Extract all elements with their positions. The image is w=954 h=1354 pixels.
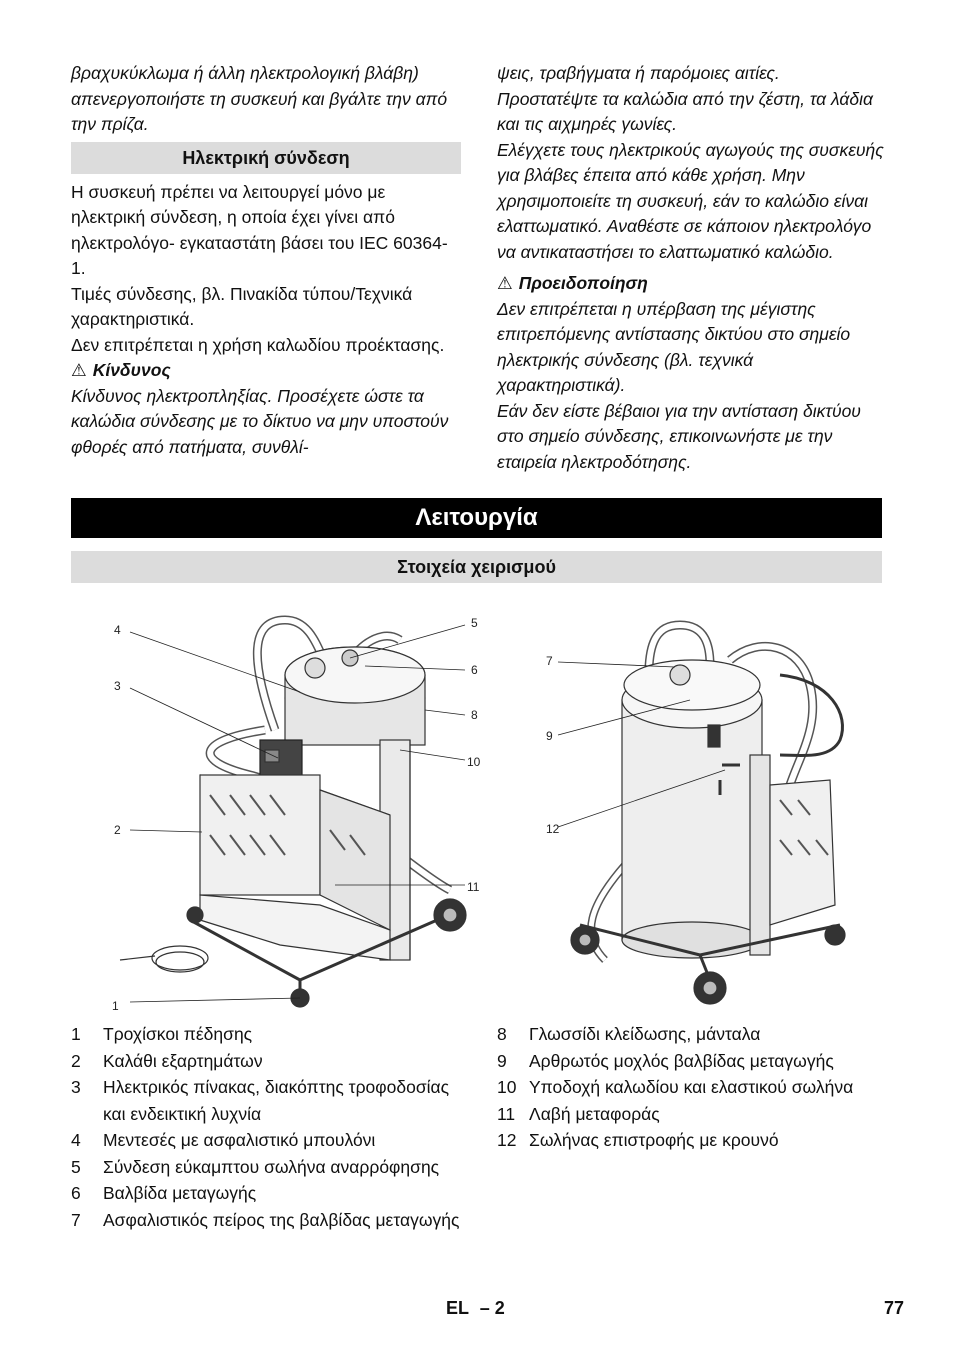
legend-right (497, 1021, 887, 1154)
right-figure-callouts (546, 654, 560, 836)
vacuum-figure-left (100, 600, 500, 1020)
footer-subpage: – 2 (479, 1298, 505, 1318)
legend-left (71, 1021, 461, 1233)
chapter-title: Λειτουργία (71, 498, 882, 538)
section-title-electrical: Ηλεκτρική σύνδεση (71, 142, 461, 174)
legend-item: 4 Μεντεσές με ασφαλιστικό μπουλόνι (71, 1130, 376, 1150)
footer-page-number: 77 (884, 1298, 905, 1318)
callout-4: 4 (114, 623, 121, 637)
callout-5: 5 (471, 616, 478, 630)
right-text-1: ψεις, τραβήγματα ή παρόμοιες αιτίες. Προστατέψτε τα καλώδια από την ζέστη, τα λάδια και τις αιχμηρές γωνίες. (497, 63, 873, 134)
danger-heading (71, 358, 461, 384)
callout-8: 8 (471, 708, 478, 722)
legend-item: 6 Βαλβίδα μεταγωγής (71, 1183, 257, 1203)
callout-1: 1 (112, 999, 119, 1013)
callout-10: 10 (467, 755, 481, 769)
legend-item: 1 Τροχίσκοι πέδησης (71, 1024, 253, 1044)
warning-heading (497, 271, 885, 297)
paragraph-2: Τιμές σύνδεσης, βλ. Πινακίδα τύπου/Τεχνικά χαρακτηριστικά. (71, 283, 413, 329)
legend-item: 11 Λαβή μεταφοράς (497, 1103, 660, 1124)
warning-text-2: Εάν δεν είστε βέβαιοι για την αντίσταση δικτύου στο σημείο σύνδεσης, επικοινωνήστε με την εταιρεία ηλεκτροδότησης. (497, 400, 861, 472)
warning-label: Προειδοποίηση (518, 273, 648, 293)
intro-text: βραχυκύκλωμα ή άλλη ηλεκτρολογική βλάβη) απενεργοποιήστε τη συσκευή και βγάλτε την από την πρίζα. (71, 63, 448, 134)
danger-label: Κίνδυνος (92, 360, 171, 380)
warning-text-1: Δεν επιτρέπεται η υπέρβαση της μέγιστης επιτρεπόμενης αντίστασης δικτύου στο σημείο ηλεκτρικής σύνδεσης (βλ. τεχνικά χαρακτηριστικά). (497, 298, 851, 395)
legend-item: 7 Ασφαλιστικός πείρος της βαλβίδας μεταγωγής (71, 1209, 460, 1230)
callout-3: 3 (114, 679, 121, 693)
callout-9: 9 (546, 729, 553, 743)
right-text-2: Ελέγχετε τους ηλεκτρικούς αγωγούς της συσκευής για βλάβες έπειτα από κάθε χρήση. Μην χρησιμοποιείτε τη συσκευή, εάν το καλώδιο είναι ελαττωματικό. Αναθέστε σε κάποιον ηλεκτρολόγο να αντικαταστήσει το ελαττωματικό καλώδιο. (497, 139, 884, 262)
legend-item: 3 Ηλεκτρικός πίνακας, διακόπτης τροφοδοσίας και ενδεικτική λυχνία (71, 1077, 450, 1124)
legend-item: 12 Σωλήνας επιστροφής με κρουνό (497, 1130, 779, 1150)
callout-11: 11 (467, 880, 480, 894)
paragraph-1: Η συσκευή πρέπει να λειτουργεί μόνο με ηλεκτρική σύνδεση, η οποία έχει γίνει από ηλεκτρολόγο- εγκαταστάτη βάσει του IEC 60364-1. (71, 181, 448, 278)
callout-6: 6 (471, 663, 478, 677)
legend-item: 5 Σύνδεση εύκαμπτου σωλήνα αναρρόφησης (71, 1156, 440, 1177)
legend-item: 10 Υποδοχή καλωδίου και ελαστικού σωλήνα (497, 1077, 854, 1097)
legend-item: 9 Αρθρωτός μοχλός βαλβίδας μεταγωγής (497, 1050, 834, 1071)
subsection-title: Στοιχεία χειρισμού (71, 551, 882, 583)
vacuum-figure-right (530, 605, 870, 1015)
callout-12: 12 (546, 822, 560, 836)
footer-language: EL – 2 (446, 1298, 505, 1318)
warning-triangle-icon: ⚠ (497, 273, 513, 293)
warning-triangle-icon: ⚠ (71, 360, 87, 380)
danger-text: Κίνδυνος ηλεκτροπληξίας. Προσέχετε ώστε τα καλώδια σύνδεσης με το δίκτυο να μην υποστούν φθορές από πατήματα, συνθλί- (71, 385, 449, 457)
callout-2: 2 (114, 823, 121, 837)
paragraph-3: Δεν επιτρέπεται η χρήση καλωδίου προέκτασης. (71, 334, 445, 355)
legend-item: 8 Γλωσσίδι κλείδωσης, μάνταλα (497, 1024, 761, 1044)
left-column (71, 61, 461, 460)
right-column (497, 61, 885, 475)
legend-item: 2 Καλάθι εξαρτημάτων (71, 1050, 263, 1071)
callout-7: 7 (546, 654, 553, 668)
